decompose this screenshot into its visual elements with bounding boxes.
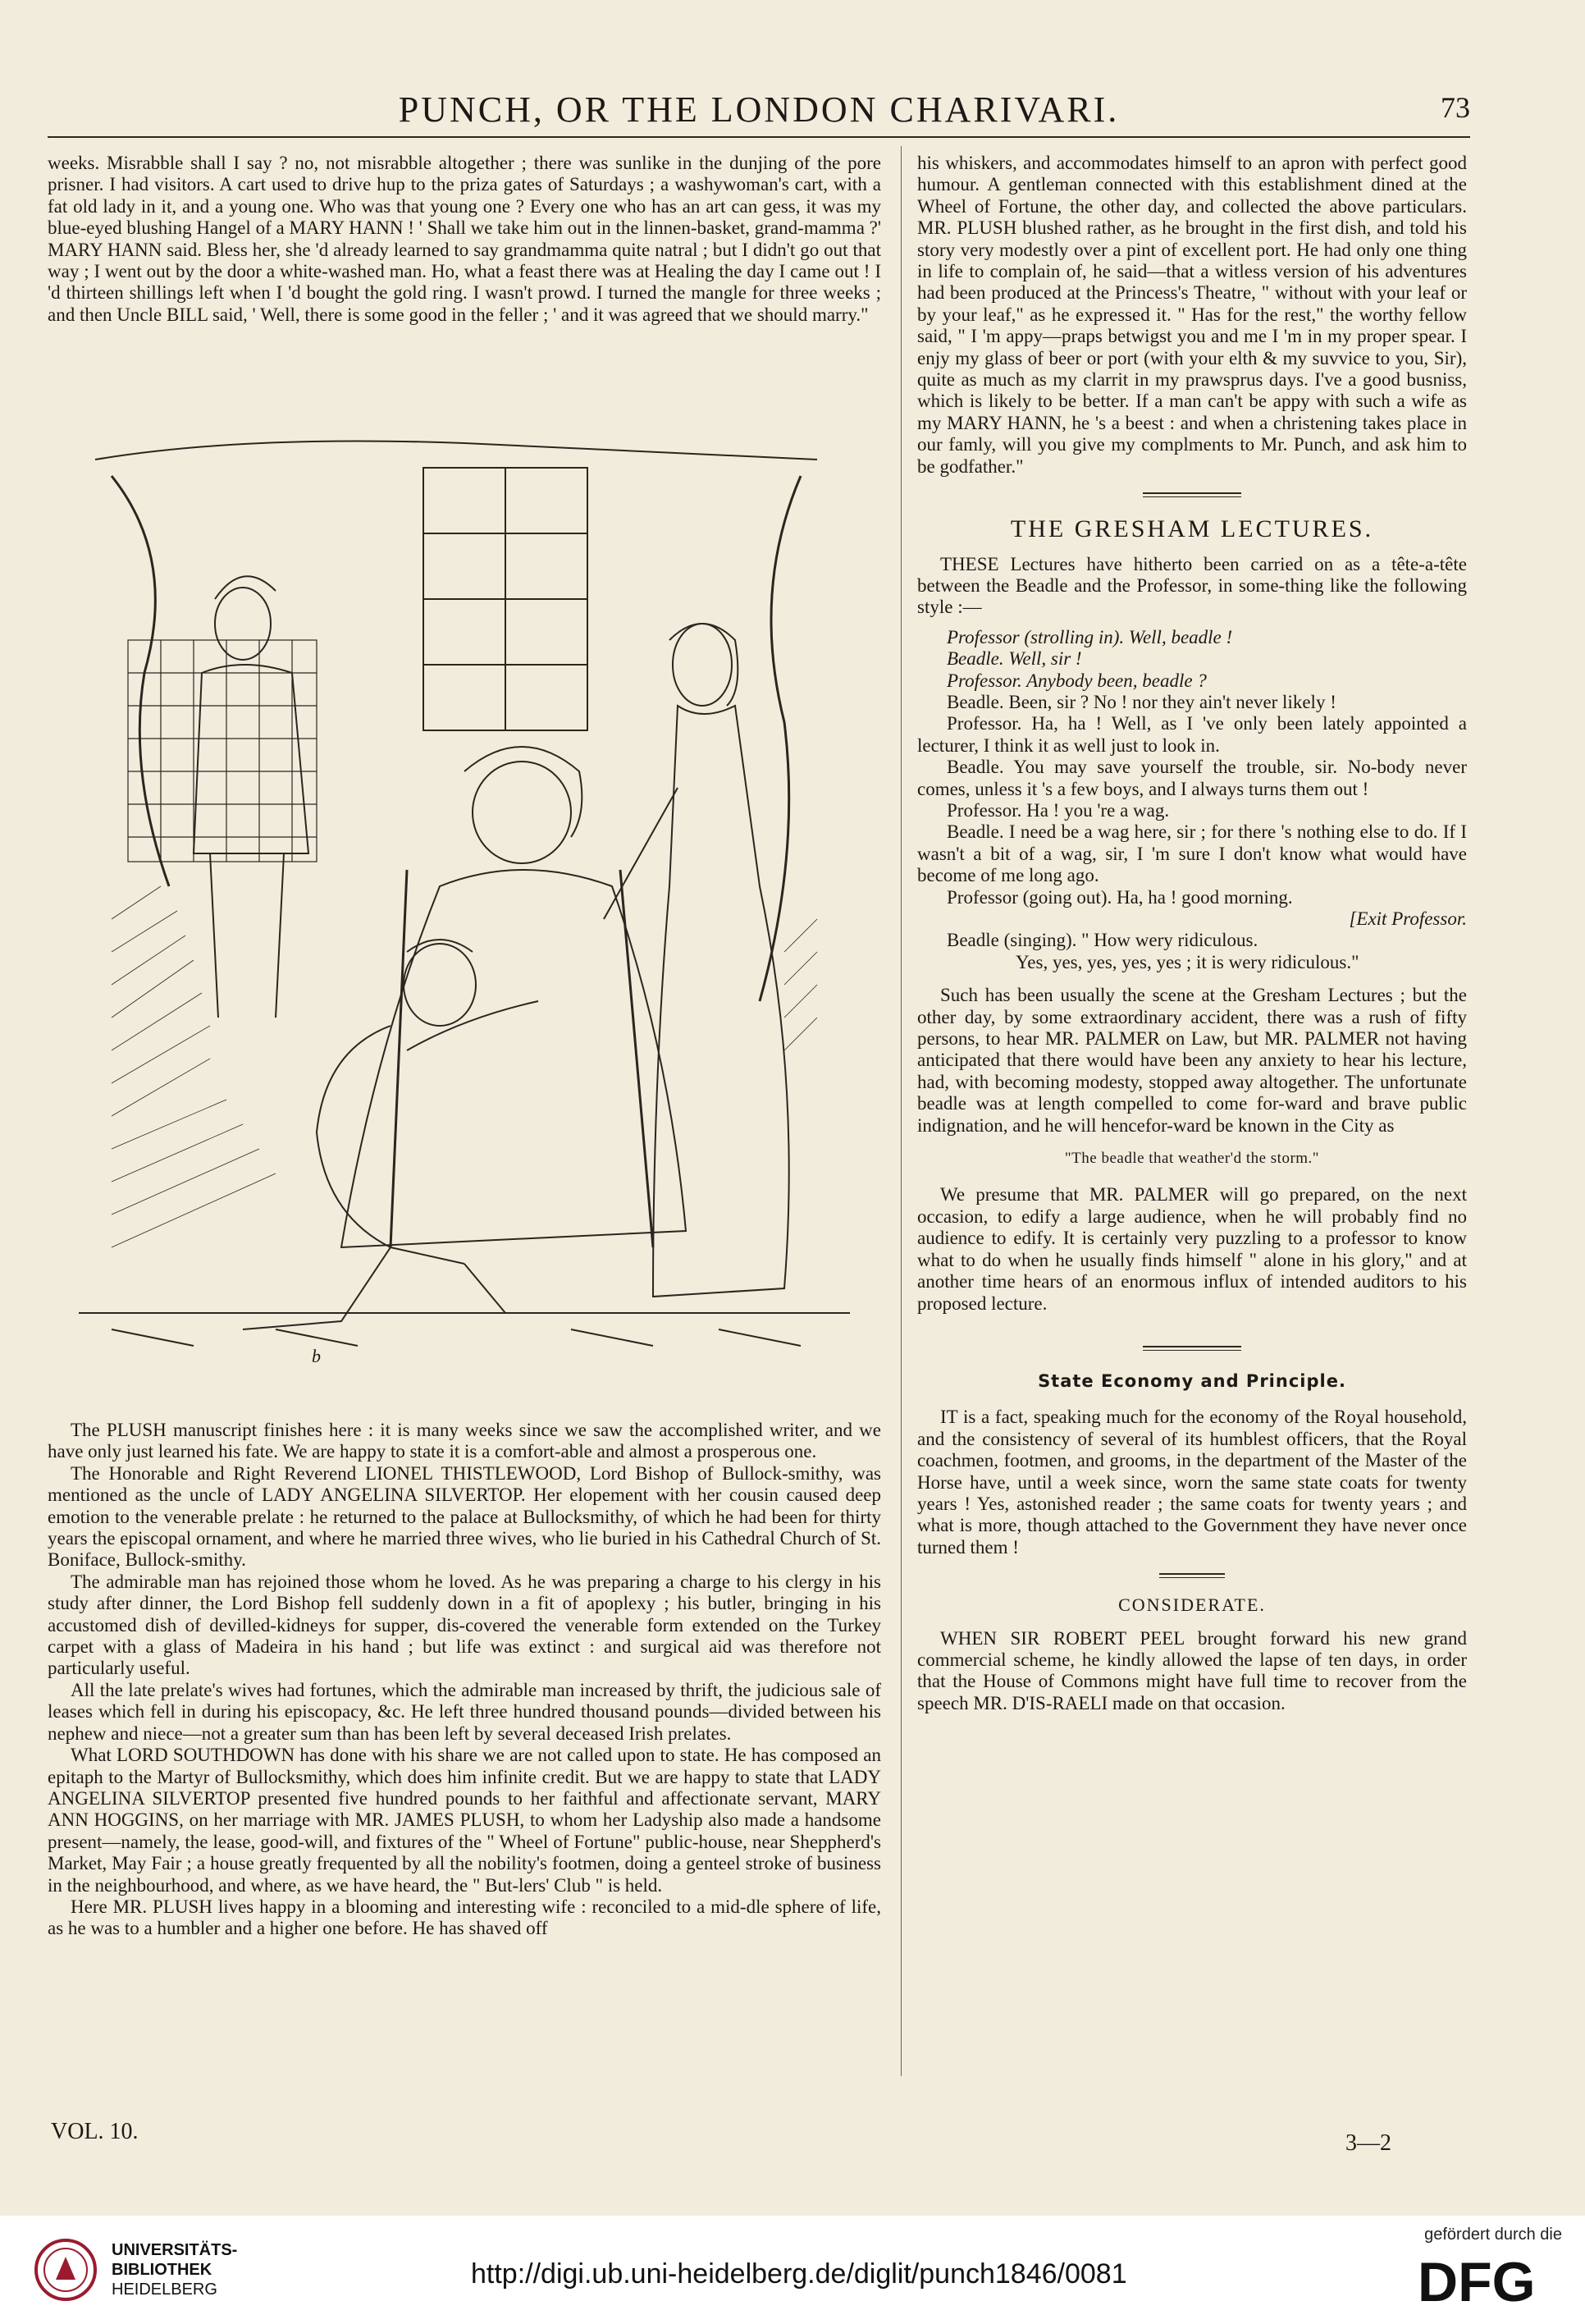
dialog-line: Professor (strolling in). Well, beadle ! (947, 626, 1233, 647)
left-paragraph-6: What LORD SOUTHDOWN has done with his share we are not called upon to state. He has composed an epitaph to the Martyr of Bullocksmithy, which does him infinite credit. But we are happy to state that LADY ANGELINA SILVERTOP presented five hundred pounds to her faithful and affectionate servant, MARY ANN HOGGINS, on her marriage with MR. JAMES PLUSH, to whom her Ladyship also made a handsome present—namely, the lease, good-will, and fixtures of the " Wheel of Fortune" public-house, near Sheppherd's Market, May Fair ; a house greatly frequented by all the nobility's footmen, doing a genteel stroke of business in the neighbourhood, and where, as we have heard, the " But-lers' Club " is held. (48, 1745, 881, 1896)
left-column-bottom (48, 1420, 881, 1940)
illustration-signature: b (312, 1346, 321, 1366)
gresham-paragraph-3: We presume that MR. PALMER will go prepared, on the next occasion, to edify a large audience, when he will probably find no audience to edify. It is certainly very puzzling to a professor to know what to do when he usually finds himself " alone in his glory," and at another time hears of an enormous influx of intended auditors to his proposed lecture. (917, 1184, 1467, 1314)
left-paragraph-7: Here MR. PLUSH lives happy in a blooming and interesting wife : reconciled to a mid-dle sphere of life, as he was to a humbler and a higher one before. He has shaved off (48, 1896, 881, 1939)
section-rule (1143, 1346, 1241, 1351)
considerate-paragraph: WHEN SIR ROBERT PEEL brought forward his new grand commercial scheme, he kindly allowed the lapse of ten days, in order that the House of Commons might have full time to recover from the speech MR. D'IS-RAELI made on that occasion. (917, 1627, 1467, 1713)
section-rule (1159, 1573, 1225, 1578)
volume-label: VOL. 10. (51, 2119, 139, 2144)
gresham-paragraph-2: Such has been usually the scene at the Gresham Lectures ; but the other day, by some extraordinary accident, there was a rush of fifty persons, to hear MR. PALMER on Law, but MR. PALMER not having anticipated that there would have been any anxiety to hear his lecture, had, with becoming modesty, stopped away altogether. The unfortunate beadle was at length compelled to come for-ward and brave public indignation, and he will hencefor-ward be known in the City as (917, 985, 1467, 1136)
dialog-line: Professor. Ha ! you 're a wag. (947, 799, 1170, 821)
left-paragraph-2: The PLUSH manuscript finishes here : it is many weeks since we saw the accomplished writer, and we have only just learned his fate. We are happy to state it is a comfort-able and almost a prosperous one. (48, 1420, 881, 1462)
funded-by-label: gefördert durch die (1424, 2226, 1562, 2244)
beadle-quote: "The beadle that weather'd the storm." (1064, 1150, 1320, 1168)
left-column-top (48, 153, 881, 326)
left-paragraph-1: weeks. Misrabble shall I say ? no, not misrabble altogether ; there was sunlike in the dunjing of the pore prisner. I had visitors. A cart used to drive hup to the priza gates of Saturdays ; a washywoman's cart, with a fat old lady in it, and a young one. Who was that young one ? Every one who has an art can gess, it was my blue-eyed blushing Hangel of a MARY HANN ! ' Shall we take him out in the linnen-basket, grand-mamma ?' MARY HANN said. Bless her, she 'd already learned to say grandmamma quite natral ; but I didn't go out that way ; I went out by the door a white-washed man. Ho, what a feast there was at Healing the day I came out ! I 'd thirteen shillings left when I 'd bought the gold ring. I wasn't prowd. I turned the mangle for three weeks ; and then Uncle BILL said, ' Well, there is some good in the feller ; ' and it was agreed that we should marry." (48, 153, 882, 325)
dialog-line: Beadle. Well, sir ! (947, 648, 1082, 670)
stage-direction: [Exit Professor. (1349, 908, 1467, 929)
song-line: Yes, yes, yes, yes, yes ; it is wery ridiculous." (1016, 951, 1359, 972)
running-title: PUNCH, OR THE LONDON CHARIVARI. (398, 89, 1120, 130)
dfg-logo-icon (1418, 2252, 1562, 2309)
dialog-line: Professor (going out). Ha, ha ! good morning. (947, 886, 1293, 908)
state-economy-paragraph: IT is a fact, speaking much for the economy of the Royal household, and the consistency of several of its humblest officers, that the Royal coachmen, footmen, and grooms, in the department of the Master of the Horse have, until a week since, worn the same state coats for twenty years ! Yes, astonished reader ; the same coats for twenty years ; and what is more, though attached to the Government they have never once turned them ! (917, 1407, 1467, 1558)
gresham-intro: THESE Lectures have hitherto been carried on as a tête-a-tête between the Beadle and the Professor, in some-thing like the following style :— (917, 553, 1467, 618)
dialog-line: Professor. Ha, ha ! Well, as I 've only been lately appointed a lecturer, I think it as well just to look in. (917, 713, 1467, 756)
running-head (48, 89, 1470, 138)
library-name-line: BIBLIOTHEK (112, 2261, 212, 2279)
dialog-line: Beadle. I need be a wag here, sir ; for there 's nothing else to do. If I wasn't a bit of a wag, sir, I 'm sure I don't know what would have become of me long ago. (917, 821, 1467, 886)
state-economy-heading: State Economy and Principle. (1038, 1370, 1346, 1391)
section-rule (1143, 492, 1241, 497)
signature-mark: 3—2 (1345, 2130, 1391, 2156)
dialog-line: Beadle. Been, sir ? No ! nor they ain't never likely ! (947, 691, 1336, 712)
gresham-heading: THE GRESHAM LECTURES. (1010, 515, 1374, 543)
source-url-link[interactable]: http://digi.ub.uni-heidelberg.de/diglit/punch1846/0081 (471, 2258, 1127, 2290)
column-divider (901, 146, 902, 2076)
library-name-line: UNIVERSITÄTS- (112, 2241, 238, 2259)
gresham-dialog (917, 627, 1467, 974)
dialog-line: Beadle (singing). " How wery ridiculous. (947, 930, 1258, 951)
page-number: 73 (1441, 91, 1470, 124)
library-name-line: HEIDELBERG (112, 2281, 217, 2299)
left-paragraph-5: All the late prelate's wives had fortunes, which the admirable man increased by thrift, the judicious sale of leases which fell in during his episcopacy, &c. He left three hundred thousand pounds—divided between his nephew and niece—not a greater sum than has been left by several deceased Irish prelates. (48, 1679, 881, 1744)
plush-continuation: his whiskers, and accommodates himself to an apron with perfect good humour. A gentleman connected with this establishment dined at the Wheel of Fortune, the other day, and collected the above particulars. MR. PLUSH blushed rather, as he brought in the first dish, and told his story very modestly over a pint of excellent port. He had only one thing in life to complain of, he said—that a witless version of his adventures had been produced at the Princess's Theatre, " without with your leaf or by your leaf," as he expressed it. " Has for the rest," the worthy fellow said, " I 'm appy—praps betwigst you and me I 'm in my proper spear. I enjy my glass of beer or port (with your elth & my suvvice to you, Sir), quite as much as my clarrit in my prawsprus days. I've a good busniss, which is likely to be better. If a man can't be appy with such a wife as my MARY HANN, he 's a beest : and when a christening takes place in our famly, will you give my complments to Mr. Punch, and ask him to be godfather." (917, 153, 1467, 477)
engraving-illustration (79, 427, 850, 1387)
dialog-line: Professor. Anybody been, beadle ? (947, 670, 1207, 691)
dialog-line: Beadle. You may save yourself the trouble, sir. No-body never comes, unless it 's a few boys, and I always turns them out ! (917, 757, 1467, 799)
considerate-heading: CONSIDERATE. (1118, 1594, 1266, 1616)
right-column (917, 153, 1467, 1714)
left-paragraph-3: The Honorable and Right Reverend LIONEL THISTLEWOOD, Lord Bishop of Bullock-smithy, was mentioned as the uncle of LADY ANGELINA SILVERTOP. Her elopement with her cousin caused deep emotion to the venerable prelate : he returned to the palace at Bullocksmithy, of which he had been for thirty years the episcopal ornament, and where he married three wives, who lie buried in his Cathedral Church of St. Boniface, Bullock-smithy. (48, 1462, 881, 1571)
library-name (112, 2240, 237, 2299)
university-seal-icon (33, 2237, 98, 2303)
dfg-logo-text: DFG (1418, 2252, 1536, 2309)
library-footer-bar (0, 2216, 1585, 2324)
left-paragraph-4: The admirable man has rejoined those whom he loved. As he was preparing a charge to his clergy in his study after dinner, the Lord Bishop fell suddenly down in a fit of apoplexy ; his butler, bringing in his accustomed dish of devilled-kidneys for supper, dis-covered the venerable form extended on the Turkey carpet with a glass of Madeira in his hand ; but life was extinct : and surgical aid was therefore not particularly useful. (48, 1571, 881, 1679)
